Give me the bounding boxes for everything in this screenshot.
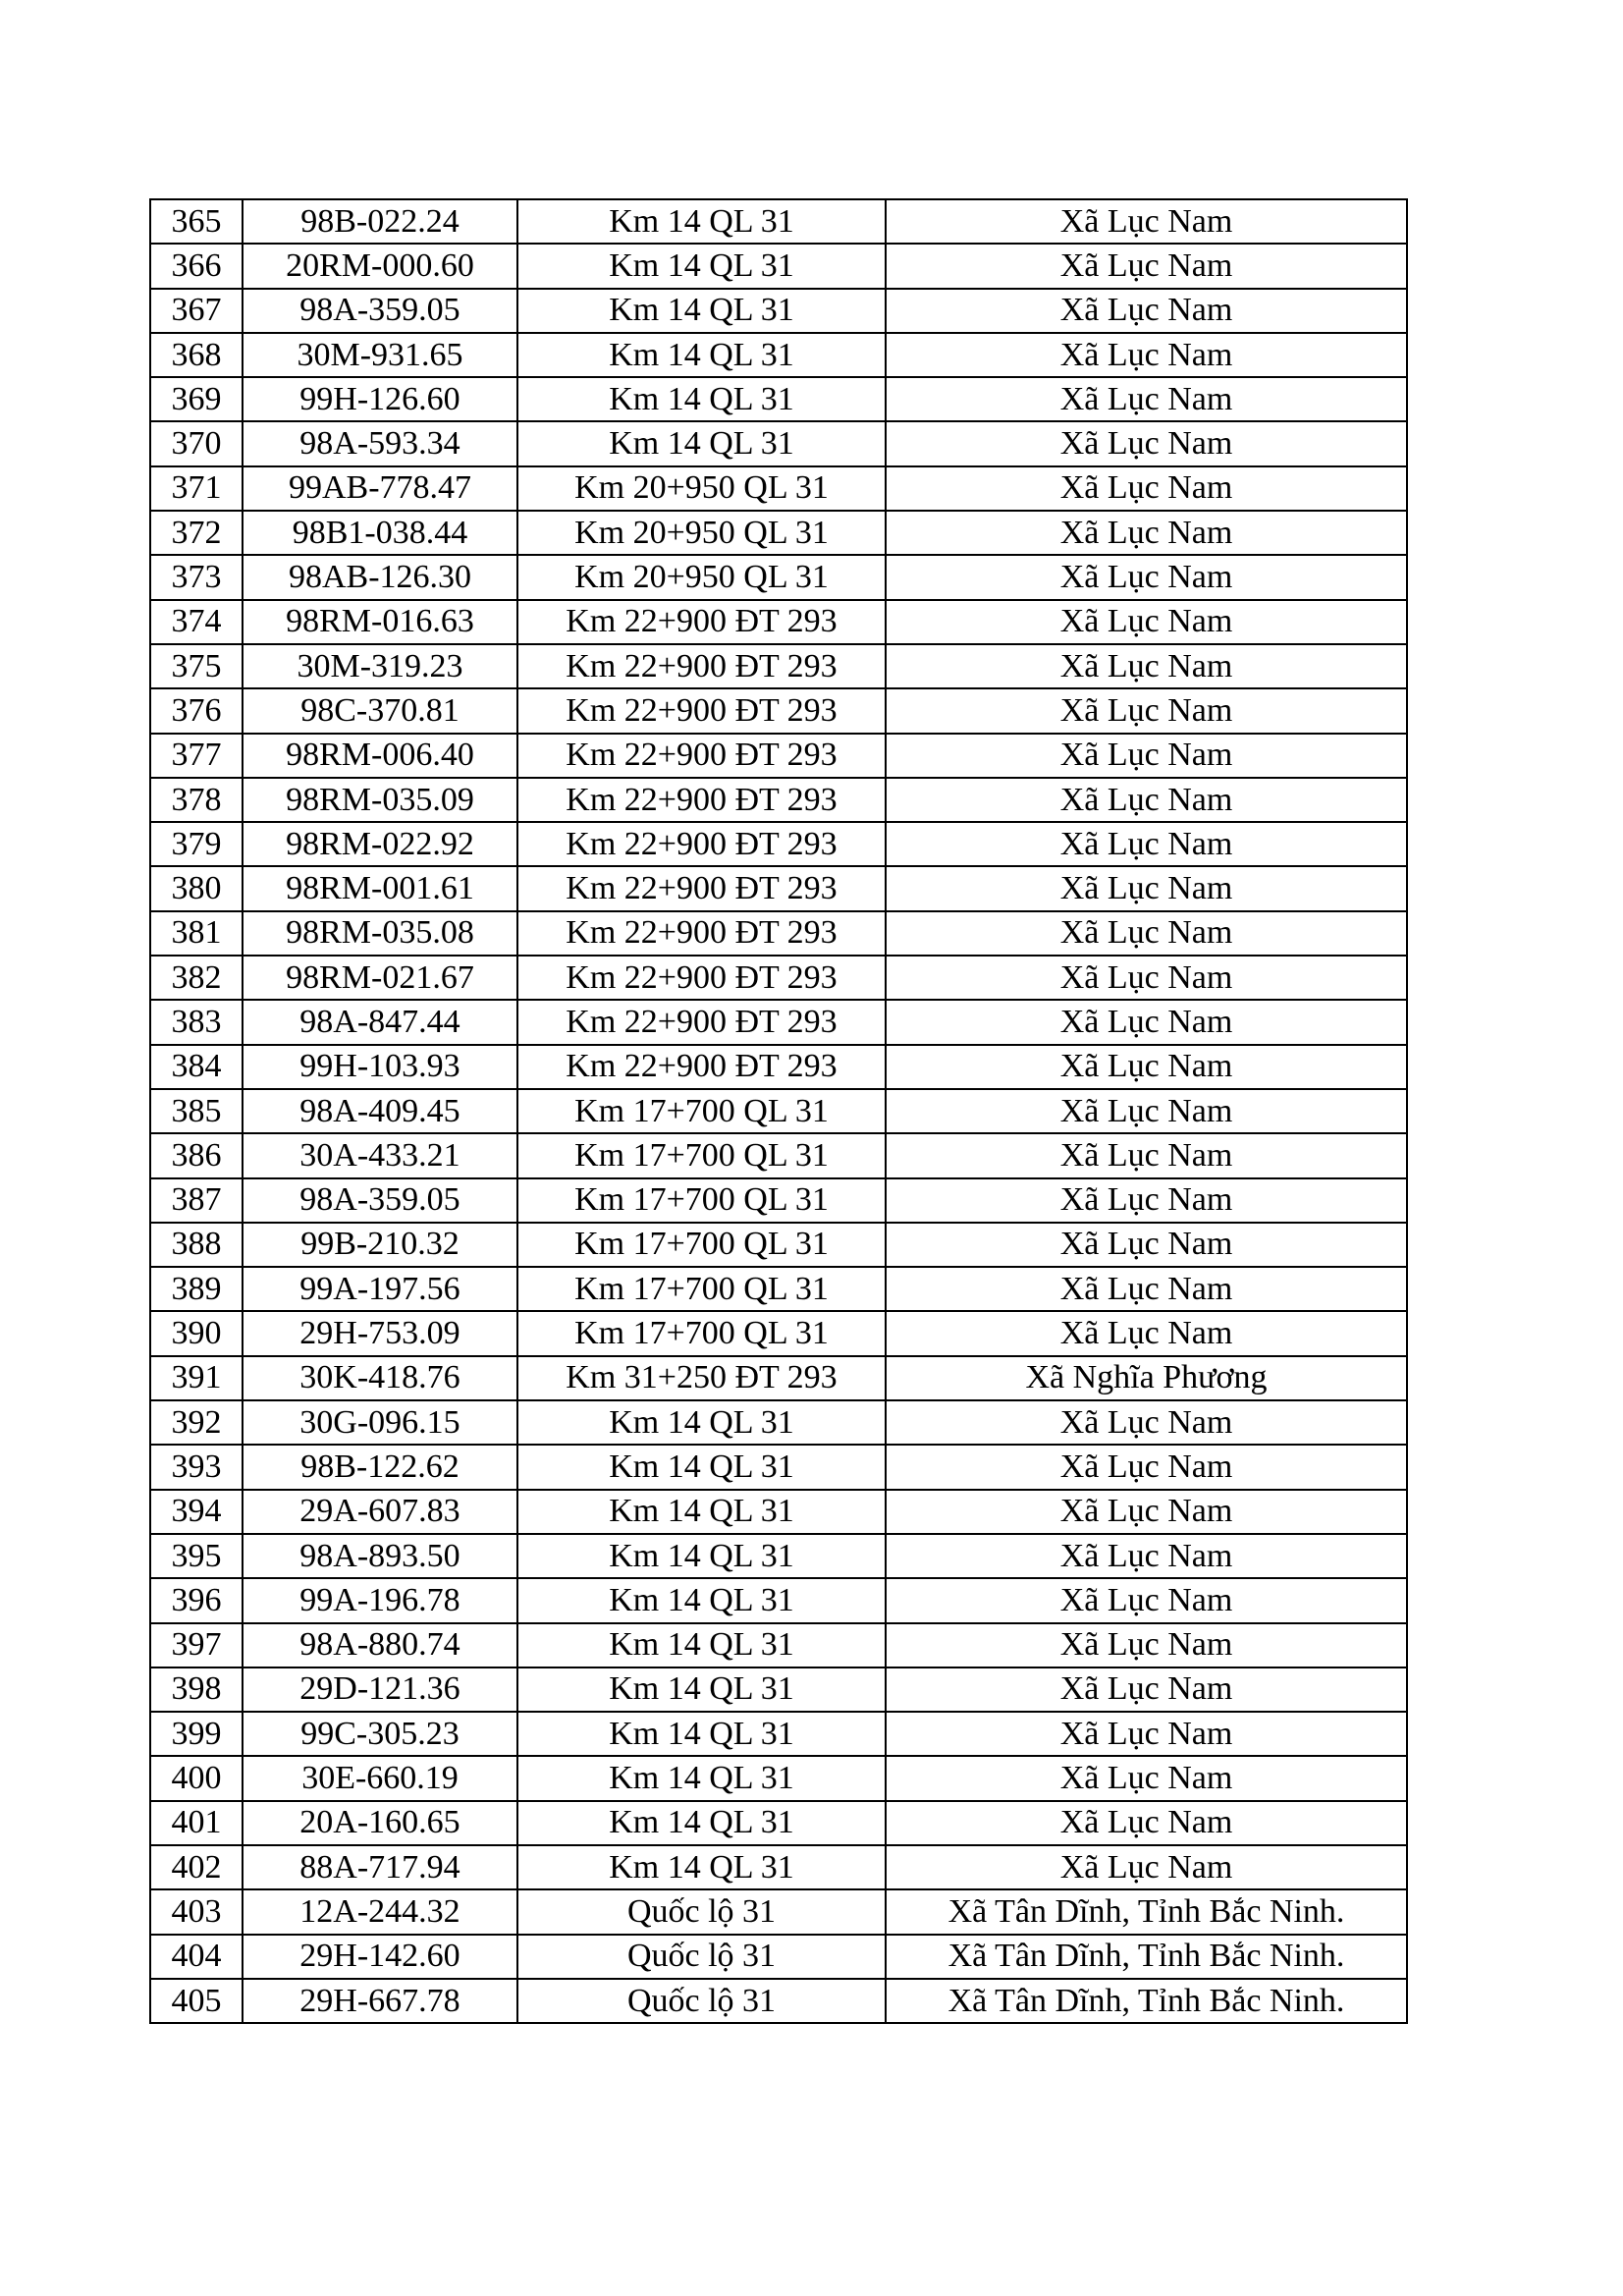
- commune-cell: Xã Lục Nam: [886, 1400, 1407, 1445]
- commune-cell: Xã Lục Nam: [886, 1667, 1407, 1712]
- table-row: [150, 1178, 1407, 1223]
- license-plate-cell: 12A-244.32: [243, 1889, 517, 1934]
- row-number-cell: 391: [150, 1356, 243, 1400]
- license-plate-cell: 29D-121.36: [243, 1667, 517, 1712]
- row-number-cell: 370: [150, 421, 243, 465]
- table-row: [150, 555, 1407, 599]
- row-number-cell: 395: [150, 1534, 243, 1578]
- license-plate-cell: 98RM-016.63: [243, 600, 517, 644]
- violation-location-cell: Km 22+900 ĐT 293: [517, 956, 886, 1000]
- license-plate-cell: 98RM-035.08: [243, 911, 517, 956]
- license-plate-cell: 99H-126.60: [243, 377, 517, 421]
- violation-location-cell: Km 14 QL 31: [517, 1534, 886, 1578]
- violation-location-cell: Km 22+900 ĐT 293: [517, 644, 886, 688]
- commune-cell: Xã Lục Nam: [886, 822, 1407, 866]
- commune-cell: Xã Lục Nam: [886, 244, 1407, 288]
- violation-location-cell: Km 17+700 QL 31: [517, 1223, 886, 1267]
- row-number-cell: 397: [150, 1623, 243, 1667]
- violation-location-cell: Km 20+950 QL 31: [517, 555, 886, 599]
- table-row: [150, 1356, 1407, 1400]
- row-number-cell: 386: [150, 1133, 243, 1177]
- violation-location-cell: Km 22+900 ĐT 293: [517, 600, 886, 644]
- violation-location-cell: Km 31+250 ĐT 293: [517, 1356, 886, 1400]
- row-number-cell: 380: [150, 866, 243, 910]
- license-plate-cell: 98A-359.05: [243, 289, 517, 333]
- violation-location-cell: Km 20+950 QL 31: [517, 511, 886, 555]
- license-plate-cell: 99A-197.56: [243, 1267, 517, 1311]
- row-number-cell: 365: [150, 199, 243, 244]
- table-row: [150, 1623, 1407, 1667]
- table-row: [150, 688, 1407, 733]
- table-row: [150, 956, 1407, 1000]
- table-row: [150, 1667, 1407, 1712]
- violation-location-cell: Km 17+700 QL 31: [517, 1267, 886, 1311]
- violation-location-cell: Km 22+900 ĐT 293: [517, 688, 886, 733]
- license-plate-cell: 20A-160.65: [243, 1801, 517, 1845]
- commune-cell: Xã Nghĩa Phương: [886, 1356, 1407, 1400]
- license-plate-cell: 98RM-022.92: [243, 822, 517, 866]
- license-plate-cell: 98RM-006.40: [243, 734, 517, 778]
- license-plate-cell: 29H-753.09: [243, 1311, 517, 1355]
- violation-location-cell: Km 17+700 QL 31: [517, 1311, 886, 1355]
- license-plate-cell: 98A-593.34: [243, 421, 517, 465]
- commune-cell: Xã Lục Nam: [886, 600, 1407, 644]
- commune-cell: Xã Lục Nam: [886, 1311, 1407, 1355]
- row-number-cell: 399: [150, 1712, 243, 1756]
- table-row: [150, 1045, 1407, 1089]
- row-number-cell: 382: [150, 956, 243, 1000]
- violation-location-cell: Km 14 QL 31: [517, 1712, 886, 1756]
- license-plate-cell: 98AB-126.30: [243, 555, 517, 599]
- violation-location-cell: Km 14 QL 31: [517, 1445, 886, 1489]
- table-row: [150, 911, 1407, 956]
- row-number-cell: 405: [150, 1979, 243, 2023]
- commune-cell: Xã Lục Nam: [886, 1623, 1407, 1667]
- table-row: [150, 377, 1407, 421]
- row-number-cell: 384: [150, 1045, 243, 1089]
- row-number-cell: 403: [150, 1889, 243, 1934]
- license-plate-cell: 30K-418.76: [243, 1356, 517, 1400]
- table-row: [150, 1534, 1407, 1578]
- violation-location-cell: Km 14 QL 31: [517, 421, 886, 465]
- row-number-cell: 401: [150, 1801, 243, 1845]
- row-number-cell: 378: [150, 778, 243, 822]
- license-plate-cell: 98A-880.74: [243, 1623, 517, 1667]
- commune-cell: Xã Lục Nam: [886, 778, 1407, 822]
- table-row: [150, 466, 1407, 511]
- license-plate-cell: 30E-660.19: [243, 1756, 517, 1800]
- license-plate-cell: 98A-409.45: [243, 1089, 517, 1133]
- license-plate-cell: 29A-607.83: [243, 1490, 517, 1534]
- table-row: [150, 1311, 1407, 1355]
- row-number-cell: 383: [150, 1000, 243, 1044]
- commune-cell: Xã Lục Nam: [886, 956, 1407, 1000]
- license-plate-cell: 99C-305.23: [243, 1712, 517, 1756]
- license-plate-cell: 98RM-001.61: [243, 866, 517, 910]
- table-row: [150, 866, 1407, 910]
- commune-cell: Xã Lục Nam: [886, 1133, 1407, 1177]
- license-plate-cell: 30M-931.65: [243, 333, 517, 377]
- table-row: [150, 778, 1407, 822]
- commune-cell: Xã Tân Dĩnh, Tỉnh Bắc Ninh.: [886, 1979, 1407, 2023]
- violation-location-cell: Km 14 QL 31: [517, 244, 886, 288]
- row-number-cell: 402: [150, 1845, 243, 1889]
- commune-cell: Xã Lục Nam: [886, 644, 1407, 688]
- table-row: [150, 421, 1407, 465]
- row-number-cell: 374: [150, 600, 243, 644]
- license-plate-cell: 98B-022.24: [243, 199, 517, 244]
- table-row: [150, 1400, 1407, 1445]
- commune-cell: Xã Lục Nam: [886, 377, 1407, 421]
- violation-location-cell: Km 22+900 ĐT 293: [517, 778, 886, 822]
- row-number-cell: 393: [150, 1445, 243, 1489]
- table-row: [150, 1889, 1407, 1934]
- table-row: [150, 244, 1407, 288]
- table-row: [150, 1578, 1407, 1622]
- table-row: [150, 289, 1407, 333]
- table-row: [150, 199, 1407, 244]
- table-row: [150, 1000, 1407, 1044]
- table-row: [150, 1133, 1407, 1177]
- license-plate-cell: 30G-096.15: [243, 1400, 517, 1445]
- license-plate-cell: 98B-122.62: [243, 1445, 517, 1489]
- license-plate-cell: 99B-210.32: [243, 1223, 517, 1267]
- violation-location-cell: Km 17+700 QL 31: [517, 1178, 886, 1223]
- row-number-cell: 373: [150, 555, 243, 599]
- row-number-cell: 371: [150, 466, 243, 511]
- commune-cell: Xã Lục Nam: [886, 511, 1407, 555]
- commune-cell: Xã Lục Nam: [886, 555, 1407, 599]
- license-plate-cell: 88A-717.94: [243, 1845, 517, 1889]
- license-plate-cell: 29H-667.78: [243, 1979, 517, 2023]
- table-body: [150, 199, 1407, 2023]
- violation-location-cell: Km 22+900 ĐT 293: [517, 1045, 886, 1089]
- license-plate-cell: 20RM-000.60: [243, 244, 517, 288]
- violation-location-cell: Km 17+700 QL 31: [517, 1089, 886, 1133]
- commune-cell: Xã Lục Nam: [886, 1267, 1407, 1311]
- license-plate-cell: 98RM-035.09: [243, 778, 517, 822]
- table-row: [150, 1979, 1407, 2023]
- violation-location-cell: Km 22+900 ĐT 293: [517, 1000, 886, 1044]
- license-plate-cell: 98RM-021.67: [243, 956, 517, 1000]
- violation-location-cell: Km 14 QL 31: [517, 1400, 886, 1445]
- commune-cell: Xã Lục Nam: [886, 1712, 1407, 1756]
- row-number-cell: 389: [150, 1267, 243, 1311]
- row-number-cell: 404: [150, 1935, 243, 1979]
- license-plate-cell: 98A-359.05: [243, 1178, 517, 1223]
- commune-cell: Xã Lục Nam: [886, 866, 1407, 910]
- violation-location-cell: Km 14 QL 31: [517, 1578, 886, 1622]
- commune-cell: Xã Lục Nam: [886, 466, 1407, 511]
- commune-cell: Xã Lục Nam: [886, 333, 1407, 377]
- commune-cell: Xã Lục Nam: [886, 1845, 1407, 1889]
- row-number-cell: 387: [150, 1178, 243, 1223]
- commune-cell: Xã Lục Nam: [886, 911, 1407, 956]
- commune-cell: Xã Tân Dĩnh, Tỉnh Bắc Ninh.: [886, 1889, 1407, 1934]
- row-number-cell: 366: [150, 244, 243, 288]
- license-plate-cell: 98A-847.44: [243, 1000, 517, 1044]
- table-row: [150, 333, 1407, 377]
- violations-table: [149, 198, 1408, 2024]
- row-number-cell: 385: [150, 1089, 243, 1133]
- violation-location-cell: Km 14 QL 31: [517, 377, 886, 421]
- commune-cell: Xã Lục Nam: [886, 1045, 1407, 1089]
- violation-location-cell: Km 22+900 ĐT 293: [517, 734, 886, 778]
- commune-cell: Xã Lục Nam: [886, 199, 1407, 244]
- row-number-cell: 369: [150, 377, 243, 421]
- commune-cell: Xã Lục Nam: [886, 1178, 1407, 1223]
- violation-location-cell: Km 14 QL 31: [517, 1756, 886, 1800]
- violation-location-cell: Km 22+900 ĐT 293: [517, 822, 886, 866]
- commune-cell: Xã Lục Nam: [886, 289, 1407, 333]
- row-number-cell: 381: [150, 911, 243, 956]
- table-row: [150, 1223, 1407, 1267]
- table-row: [150, 511, 1407, 555]
- table-row: [150, 600, 1407, 644]
- commune-cell: Xã Lục Nam: [886, 734, 1407, 778]
- violation-location-cell: Km 22+900 ĐT 293: [517, 866, 886, 910]
- commune-cell: Xã Lục Nam: [886, 688, 1407, 733]
- license-plate-cell: 99AB-778.47: [243, 466, 517, 511]
- row-number-cell: 376: [150, 688, 243, 733]
- table-row: [150, 822, 1407, 866]
- table-row: [150, 1445, 1407, 1489]
- violation-location-cell: Km 17+700 QL 31: [517, 1133, 886, 1177]
- row-number-cell: 377: [150, 734, 243, 778]
- row-number-cell: 392: [150, 1400, 243, 1445]
- violation-location-cell: Km 14 QL 31: [517, 1623, 886, 1667]
- violation-location-cell: Km 14 QL 31: [517, 1667, 886, 1712]
- row-number-cell: 394: [150, 1490, 243, 1534]
- table-row: [150, 1712, 1407, 1756]
- row-number-cell: 390: [150, 1311, 243, 1355]
- violation-location-cell: Km 22+900 ĐT 293: [517, 911, 886, 956]
- violation-location-cell: Km 20+950 QL 31: [517, 466, 886, 511]
- commune-cell: Xã Lục Nam: [886, 1490, 1407, 1534]
- commune-cell: Xã Lục Nam: [886, 1223, 1407, 1267]
- commune-cell: Xã Lục Nam: [886, 1089, 1407, 1133]
- table-row: [150, 1845, 1407, 1889]
- license-plate-cell: 99A-196.78: [243, 1578, 517, 1622]
- row-number-cell: 398: [150, 1667, 243, 1712]
- license-plate-cell: 99H-103.93: [243, 1045, 517, 1089]
- table-row: [150, 1089, 1407, 1133]
- row-number-cell: 368: [150, 333, 243, 377]
- table-row: [150, 1267, 1407, 1311]
- table-row: [150, 1756, 1407, 1800]
- commune-cell: Xã Lục Nam: [886, 1578, 1407, 1622]
- license-plate-cell: 29H-142.60: [243, 1935, 517, 1979]
- table-row: [150, 1490, 1407, 1534]
- table-row: [150, 1935, 1407, 1979]
- commune-cell: Xã Lục Nam: [886, 1756, 1407, 1800]
- violation-location-cell: Quốc lộ 31: [517, 1979, 886, 2023]
- commune-cell: Xã Lục Nam: [886, 1445, 1407, 1489]
- violation-location-cell: Km 14 QL 31: [517, 1801, 886, 1845]
- table-row: [150, 1801, 1407, 1845]
- license-plate-cell: 98B1-038.44: [243, 511, 517, 555]
- row-number-cell: 400: [150, 1756, 243, 1800]
- violation-location-cell: Km 14 QL 31: [517, 289, 886, 333]
- license-plate-cell: 30M-319.23: [243, 644, 517, 688]
- row-number-cell: 379: [150, 822, 243, 866]
- violation-location-cell: Km 14 QL 31: [517, 199, 886, 244]
- commune-cell: Xã Lục Nam: [886, 1000, 1407, 1044]
- license-plate-cell: 98C-370.81: [243, 688, 517, 733]
- commune-cell: Xã Lục Nam: [886, 421, 1407, 465]
- table-row: [150, 644, 1407, 688]
- violation-location-cell: Km 14 QL 31: [517, 333, 886, 377]
- violation-location-cell: Km 14 QL 31: [517, 1490, 886, 1534]
- table-row: [150, 734, 1407, 778]
- violation-location-cell: Quốc lộ 31: [517, 1889, 886, 1934]
- row-number-cell: 375: [150, 644, 243, 688]
- license-plate-cell: 30A-433.21: [243, 1133, 517, 1177]
- violation-location-cell: Quốc lộ 31: [517, 1935, 886, 1979]
- row-number-cell: 396: [150, 1578, 243, 1622]
- commune-cell: Xã Lục Nam: [886, 1801, 1407, 1845]
- row-number-cell: 388: [150, 1223, 243, 1267]
- violation-location-cell: Km 14 QL 31: [517, 1845, 886, 1889]
- row-number-cell: 367: [150, 289, 243, 333]
- license-plate-cell: 98A-893.50: [243, 1534, 517, 1578]
- commune-cell: Xã Lục Nam: [886, 1534, 1407, 1578]
- row-number-cell: 372: [150, 511, 243, 555]
- commune-cell: Xã Tân Dĩnh, Tỉnh Bắc Ninh.: [886, 1935, 1407, 1979]
